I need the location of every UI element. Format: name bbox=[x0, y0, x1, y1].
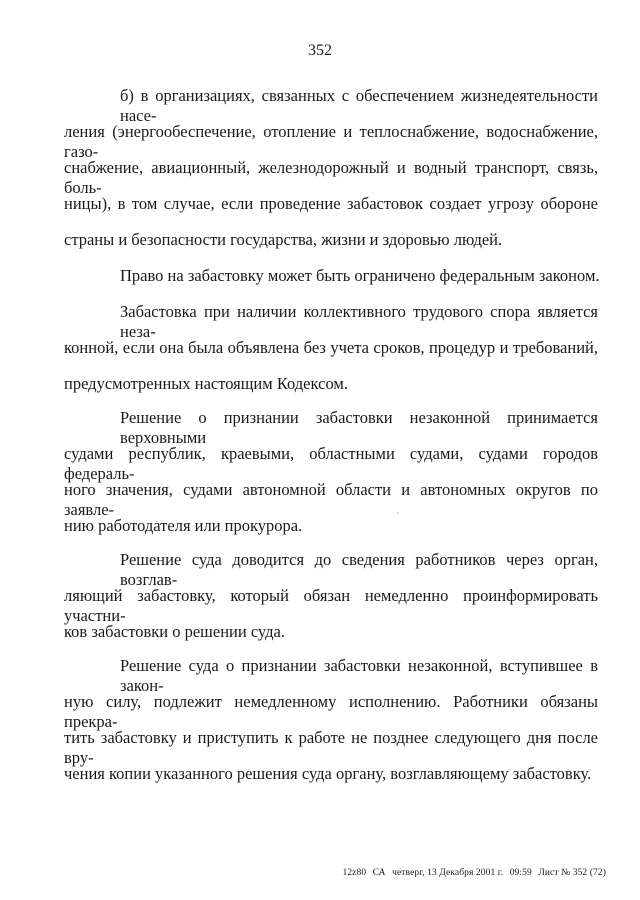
text-line: чения копии указанного решения суда органу, возглавляющему забастовку. bbox=[64, 764, 592, 783]
text-line: ницы), в том случае, если проведение забастовок создает угрозу обороне bbox=[64, 194, 598, 213]
text-line: Решение суда о признании забастовки незаконной, вступившее в закон- bbox=[120, 656, 598, 695]
text-line: Решение о признании забастовки незаконной принимается верховными bbox=[120, 408, 598, 447]
text-line: судами республик, краевыми, областными судами, судами городов федераль- bbox=[64, 444, 598, 483]
text-line: предусмотренных настоящим Кодексом. bbox=[64, 374, 348, 393]
text-line: конной, если она была объявлена без учета сроков, процедур и требований, bbox=[64, 338, 598, 357]
text-line: Забастовка при наличии коллективного трудового спора является неза- bbox=[120, 302, 598, 341]
text-line: тить забастовку и приступить к работе не позднее следующего дня после вру- bbox=[64, 728, 598, 767]
page-number: 352 bbox=[308, 42, 332, 59]
text-line: снабжение, авиационный, железнодорожный и водный транспорт, связь, боль- bbox=[64, 158, 598, 197]
text-line: б) в организациях, связанных с обеспечением жизнедеятельности насе- bbox=[120, 86, 598, 125]
text-line: ляющий забастовку, который обязан немедленно проинформировать участни- bbox=[64, 586, 598, 625]
page-footer bbox=[342, 868, 610, 878]
text-line: страны и безопасности государства, жизни и здоровью людей. bbox=[64, 230, 503, 249]
text-line: Право на забастовку может быть ограничено федеральным законом. bbox=[120, 266, 600, 285]
footer-code: 12z80 bbox=[342, 868, 367, 878]
footer-sheet: Лист № 352 (72) bbox=[538, 868, 606, 878]
text-line: нию работодателя или прокурора. bbox=[64, 516, 303, 535]
footer-org: СА bbox=[372, 868, 386, 878]
text-line: ления (энергообеспечение, отопление и теплоснабжение, водоснабжение, газо- bbox=[64, 122, 598, 161]
footer-date: четверг, 13 Декабря 2001 г. bbox=[392, 868, 504, 878]
scan-speck bbox=[397, 512, 399, 514]
text-line: Решение суда доводится до сведения работников через орган, возглав- bbox=[120, 550, 598, 589]
text-line: ную силу, подлежит немедленному исполнению. Работники обязаны прекра- bbox=[64, 692, 598, 731]
footer-time: 09:59 bbox=[509, 868, 532, 878]
text-line: ного значения, судами автономной области и автономных округов по заявле- bbox=[64, 480, 598, 519]
text-line: ков забастовки о решении суда. bbox=[64, 622, 285, 641]
